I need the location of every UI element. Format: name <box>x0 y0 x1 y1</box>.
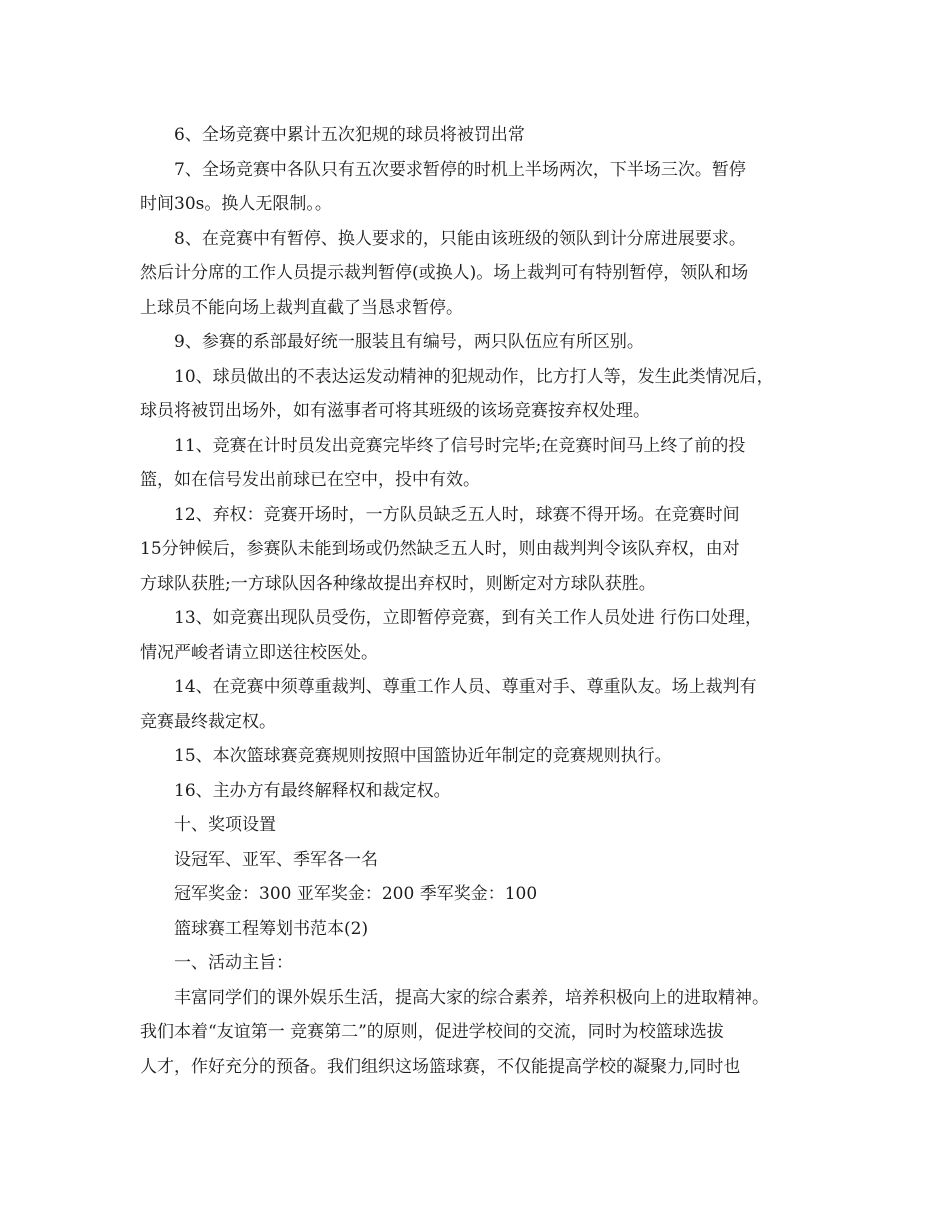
paragraph-line: 15分钟候后，参赛队未能到场或仍然缺乏五人时，则由裁判判令该队弃权，由对 <box>140 539 740 559</box>
paragraph-line: 我们本着“友谊第一 竞赛第二”的原则，促进学校间的交流，同时为校篮球选拔 <box>140 1022 724 1042</box>
paragraph-line: 10、球员做出的不表达运发动精神的犯规动作，比方打人等，发生此类情况后， <box>174 366 774 387</box>
paragraph-line: 15、本次篮球赛竞赛规则按照中国篮协近年制定的竞赛规则执行。 <box>174 746 672 766</box>
paragraph-line: 丰富同学们的课外娱乐生活，提高大家的综合素养，培养积极向上的进取精神。 <box>174 987 769 1008</box>
paragraph-line: 11、竞赛在计时员发出竞赛完毕终了信号时完毕;在竞赛时间马上终了前的投 <box>174 435 746 456</box>
paragraph-line: 6、全场竞赛中累计五次犯规的球员将被罚出常 <box>174 125 525 145</box>
paragraph-line: 方球队获胜;一方球队因各种缘故提出弃权时，则断定对方球队获胜。 <box>140 573 656 594</box>
paragraph-line: 8、在竞赛中有暂停、换人要求的，只能由该班级的领队到计分席进展要求。 <box>174 228 746 249</box>
paragraph-line: 12、弃权：竞赛开场时，一方队员缺乏五人时，球赛不得开场。在竞赛时间 <box>174 504 740 525</box>
paragraph-line: 十、奖项设置 <box>174 815 276 835</box>
paragraph-line: 冠军奖金：300 亚军奖金：200 季军奖金：100 <box>174 884 538 904</box>
paragraph-line: 竞赛最终裁定权。 <box>140 711 276 732</box>
paragraph-line: 篮球赛工程筹划书范本(2) <box>174 918 369 939</box>
paragraph-line: 13、如竞赛出现队员受伤，立即暂停竞赛，到有关工作人员处进 行伤口处理， <box>174 608 763 628</box>
paragraph-line: 球员将被罚出场外，如有滋事者可将其班级的该场竞赛按弃权处理。 <box>140 401 650 421</box>
paragraph-line: 一、活动主旨： <box>174 953 293 973</box>
paragraph-line: 情况严峻者请立即送往校医处。 <box>140 642 378 663</box>
paragraph-line: 然后计分席的工作人员提示裁判暂停(或换人)。场上裁判可有特别暂停，领队和场 <box>140 263 749 283</box>
paragraph-line: 人才，作好充分的预备。我们组织这场篮球赛，不仅能提高学校的凝聚力,同时也 <box>140 1056 741 1077</box>
paragraph-line: 设冠军、亚军、季军各一名 <box>174 849 378 870</box>
paragraph-line: 上球员不能向场上裁判直截了当恳求暂停。 <box>140 297 463 318</box>
paragraph-line: 时间30s。换人无限制。。 <box>140 194 332 214</box>
document-body <box>140 118 820 1084</box>
paragraph-line: 9、参赛的系部最好统一服装且有编号，两只队伍应有所区别。 <box>174 332 644 352</box>
paragraph-line: 14、在竞赛中须尊重裁判、尊重工作人员、尊重对手、尊重队友。场上裁判有 <box>174 677 757 697</box>
paragraph-line: 7、全场竞赛中各队只有五次要求暂停的时机上半场两次，下半场三次。暂停 <box>174 159 746 180</box>
paragraph-line: 篮，如在信号发出前球已在空中，投中有效。 <box>140 470 480 490</box>
paragraph-line: 16、主办方有最终解释权和裁定权。 <box>174 780 451 801</box>
